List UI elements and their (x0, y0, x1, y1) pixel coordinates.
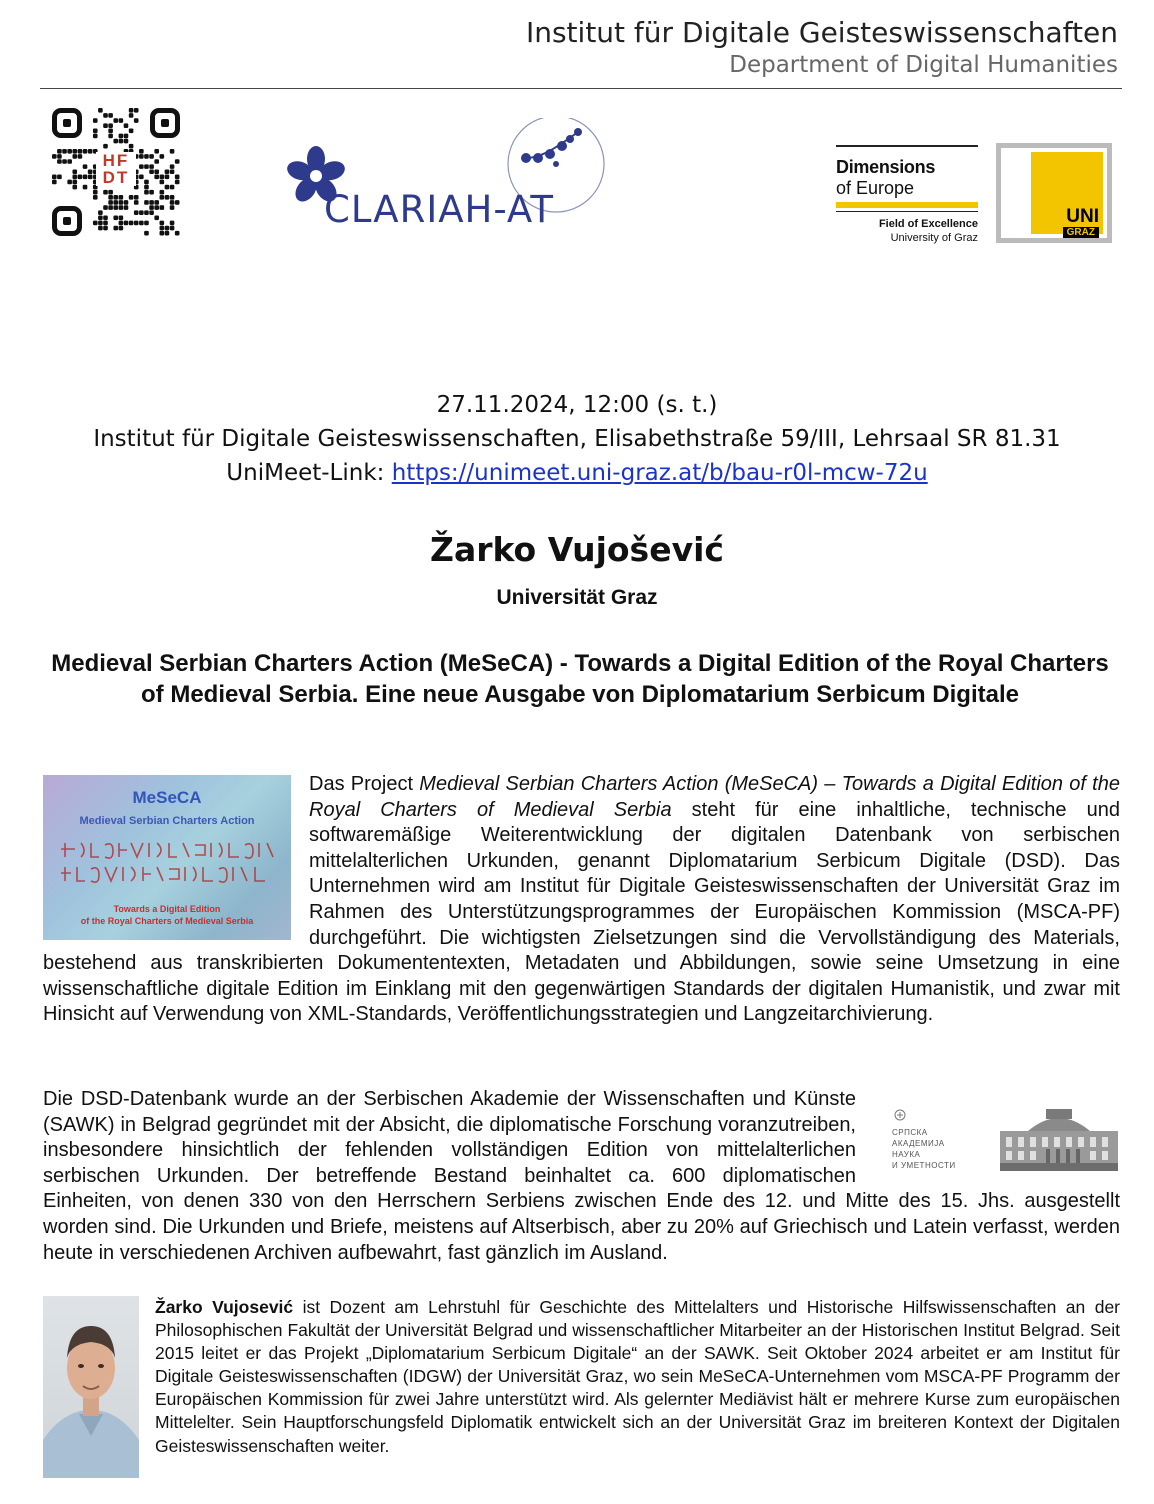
meet-label: UniMeet-Link: (226, 460, 392, 486)
qr-module (165, 195, 170, 200)
meseca-image-title: MeSeCA (132, 788, 202, 807)
qr-module (175, 180, 180, 185)
qr-module (78, 154, 83, 159)
doe-line4: University of Graz (890, 232, 978, 244)
qr-module (124, 139, 129, 144)
qr-module (139, 154, 144, 159)
qr-module (129, 128, 134, 133)
qr-module (113, 200, 118, 205)
qr-module (139, 164, 144, 169)
speaker-name: Žarko Vujošević (430, 530, 724, 569)
qr-module (67, 159, 72, 164)
qr-module (78, 149, 83, 154)
qr-module (124, 200, 129, 205)
qr-module (98, 221, 103, 226)
qr-module (170, 195, 175, 200)
qr-module (103, 221, 108, 226)
qr-module (52, 180, 57, 185)
qr-module (57, 154, 62, 159)
qr-module (160, 175, 165, 180)
qr-module (129, 221, 134, 226)
qr-module (139, 149, 144, 154)
doe-line3: Field of Excellence (878, 218, 978, 230)
qr-module (103, 144, 108, 149)
qr-module (175, 231, 180, 236)
qr-module (72, 185, 77, 190)
bio-text: ist Dozent am Lehrstuhl für Geschichte des Mittelalters und Historische Hilfswissenschaften an der Philosophischen Fakultät der Universität Belgrad und wissenschaftlicher Mitarbeiter an der Historischen Institut Belgrad. Seit 2015 leitet er das Projekt „Diplomatarium Serbicum Digitale“ an der SAWK. Seit Oktober 2024 arbeitet er am Institut für Digitale Geisteswissenschaften (IDGW) der Universität Graz, wo sein MeSeCA-Unternehmen vom MSCA-PF Programm der Europäischen Kommission für zwei Jahre unterstützt wird. Als gelernter Mediävist hält er mehrere Kurse zum europäischen Mittelelter. Sein Hauptforschungsfeld Diplomatik entwickelt sich an der Universität Graz im breiteren Kontext der Digitalen Geisteswissenschaften weiter. (155, 1297, 1121, 1456)
qr-module (144, 200, 149, 205)
qr-module (149, 169, 154, 174)
qr-module (134, 210, 139, 215)
uni-graz-uni-text: UNI (1066, 206, 1099, 227)
qr-module (160, 226, 165, 231)
qr-module (149, 210, 154, 215)
clariah-logo (286, 118, 616, 231)
qr-module (124, 123, 129, 128)
qr-code[interactable] (52, 108, 180, 236)
qr-module (83, 149, 88, 154)
qr-module (144, 190, 149, 195)
dimensions-of-europe-logo (836, 145, 981, 250)
qr-module (72, 154, 77, 159)
qr-module (108, 123, 113, 128)
qr-module (78, 175, 83, 180)
qr-module (170, 169, 175, 174)
qr-module (93, 134, 98, 139)
qr-module (67, 180, 72, 185)
qr-module (154, 159, 159, 164)
qr-module (119, 118, 124, 123)
qr-module (139, 210, 144, 215)
qr-module (62, 159, 67, 164)
qr-module (144, 180, 149, 185)
qr-module (134, 195, 139, 200)
qr-module (57, 149, 62, 154)
qr-module (108, 190, 113, 195)
qr-module (103, 226, 108, 231)
bio-name: Žarko Vujosević (155, 1297, 294, 1317)
qr-module (93, 195, 98, 200)
qr-module (83, 175, 88, 180)
doe-yellow-bar (836, 202, 978, 208)
qr-module (175, 159, 180, 164)
qr-module (160, 205, 165, 210)
qr-module (165, 231, 170, 236)
qr-module (93, 221, 98, 226)
qr-module (57, 175, 62, 180)
meseca-image-subtitle: Medieval Serbian Charters Action (79, 815, 255, 827)
qr-finder-icon (52, 108, 82, 138)
qr-module (113, 195, 118, 200)
qr-module (124, 134, 129, 139)
qr-module (170, 226, 175, 231)
qr-center-label: HF DT (96, 152, 136, 186)
qr-module (119, 195, 124, 200)
qr-module (93, 190, 98, 195)
qr-module (57, 159, 62, 164)
speaker-bio (43, 1296, 1120, 1478)
qr-module (119, 200, 124, 205)
qr-module (149, 164, 154, 169)
uni-graz-graz-text: GRAZ (1063, 227, 1099, 238)
qr-module (144, 154, 149, 159)
qr-module (139, 175, 144, 180)
uni-graz-logo (996, 143, 1112, 243)
qr-module (103, 216, 108, 221)
qr-module (175, 175, 180, 180)
qr-module (129, 113, 134, 118)
qr-module (139, 221, 144, 226)
header-divider (40, 88, 1122, 89)
qr-module (170, 221, 175, 226)
sanu-label: СРПСКА АКАДЕМИЈА НАУКА И УМЕТНОСТИ (892, 1128, 956, 1170)
qr-module (144, 185, 149, 190)
speaker-affiliation: Universität Graz (496, 586, 658, 609)
qr-module (149, 205, 154, 210)
header-title-en: Department of Digital Humanities (729, 52, 1118, 78)
doe-line1: Dimensions (836, 157, 936, 177)
qr-module (154, 149, 159, 154)
qr-module (52, 154, 57, 159)
doe-top-rule (836, 145, 978, 147)
paragraph-project-lead: Das Project (309, 773, 420, 795)
qr-module (98, 108, 103, 113)
qr-module (103, 113, 108, 118)
speaker-photo (43, 1296, 139, 1478)
qr-module (72, 149, 77, 154)
qr-module (52, 175, 57, 180)
qr-module (119, 205, 124, 210)
sanu-image (870, 1101, 1120, 1181)
qr-module (72, 180, 77, 185)
qr-module (170, 185, 175, 190)
qr-module (119, 139, 124, 144)
qr-module (160, 195, 165, 200)
qr-module (144, 210, 149, 215)
qr-module (154, 169, 159, 174)
qr-module (165, 185, 170, 190)
paragraph-project (43, 772, 1120, 1028)
qr-module (134, 200, 139, 205)
qr-module (67, 149, 72, 154)
qr-module (113, 139, 118, 144)
doe-mid-rule (836, 211, 978, 212)
qr-module (160, 221, 165, 226)
qr-module (119, 221, 124, 226)
qr-module (119, 134, 124, 139)
qr-module (108, 134, 113, 139)
qr-module (98, 210, 103, 215)
qr-module (119, 226, 124, 231)
qr-module (160, 231, 165, 236)
qr-module (88, 149, 93, 154)
header-title-de: Institut für Digitale Geisteswissenschaften (525, 16, 1118, 49)
qr-module (165, 175, 170, 180)
qr-module (149, 190, 154, 195)
qr-module (98, 216, 103, 221)
qr-module (98, 226, 103, 231)
qr-module (103, 205, 108, 210)
qr-module (170, 205, 175, 210)
qr-module (113, 216, 118, 221)
qr-module (62, 149, 67, 154)
qr-finder-icon (150, 108, 180, 138)
qr-module (134, 118, 139, 123)
qr-module (144, 231, 149, 236)
paragraph-database (43, 1087, 1120, 1266)
qr-module (134, 221, 139, 226)
qr-module (124, 221, 129, 226)
doe-line2: of Europe (836, 178, 915, 198)
meseca-image (43, 775, 291, 940)
qr-module (129, 108, 134, 113)
qr-module (165, 226, 170, 231)
clariah-wordmark: CLARIAH-AT (324, 188, 554, 231)
qr-module (129, 195, 134, 200)
qr-module (154, 216, 159, 221)
qr-module (175, 200, 180, 205)
qr-module (88, 175, 93, 180)
qr-module (144, 164, 149, 169)
meseca-image-caption: Towards a Digital Edition of the Royal Charters of Medieval Serbia (80, 904, 254, 926)
qr-module (83, 164, 88, 169)
qr-module (113, 118, 118, 123)
qr-module (83, 185, 88, 190)
qr-module (144, 221, 149, 226)
qr-module (160, 154, 165, 159)
manuscript-script-icon (57, 839, 277, 891)
qr-finder-icon (52, 206, 82, 236)
paragraph-project-body: steht für eine inhaltliche, technische und softwaremäßige Weiterentwicklung der digitalen Datenbank von serbischen mittelalterlichen Urkunden, genannt Diplomatarium Serbicum Digitale (DSD). Das Unternehmen wird am Institut für Digitale Geisteswissenschaften der Universität Graz im Rahmen des Unterstützungsprogrammes der Europäischen Kommission (MSCA-PF) durchgeführt. Die wichtigsten Zielsetzungen sind die Vervollständigung des Materials, bestehend aus transkribierten Dokumententexten, Metadaten und Abbildungen, sowie seine Umsetzung in eine wissenschaftliche digitale Edition im Einklang mit den gegenwärtigen Standards der digitalen Humanistik, und zwar mit Hinsicht auf Verwendung von XML-Standards, Veröffentlichungsstrategien und Langzeitarchivierung. (43, 798, 1120, 1026)
qr-module (103, 123, 108, 128)
qr-module (113, 205, 118, 210)
qr-module (149, 200, 154, 205)
meet-link[interactable]: https://unimeet.uni-graz.at/b/bau-r0l-mcw-72u (391, 460, 928, 486)
qr-module (154, 205, 159, 210)
event-date: 27.11.2024, 12:00 (s. t.) (436, 392, 718, 418)
qr-module (88, 169, 93, 174)
qr-module (134, 108, 139, 113)
qr-module (93, 118, 98, 123)
qr-module (165, 169, 170, 174)
qr-module (103, 190, 108, 195)
qr-module (160, 190, 165, 195)
qr-module (72, 169, 77, 174)
talk-title: Medieval Serbian Charters Action (MeSeCA) - Towards a Digital Edition of the Royal Charters of Medieval Serbia. Eine neue Ausgabe von Diplomatarium Serbicum Digitale (51, 650, 1109, 708)
event-venue: Institut für Digitale Geisteswissenschaften, Elisabethstraße 59/III, Lehrsaal SR 81.31 (93, 426, 1061, 452)
qr-module (129, 144, 134, 149)
qr-module (170, 200, 175, 205)
qr-module (124, 205, 129, 210)
qr-module (160, 180, 165, 185)
paragraph-database-text: Die DSD-Datenbank wurde an der Serbischen Akademie der Wissenschaften und Künste (SAWK) in Belgrad gegründet mit der Absicht, die diplomatische Forschung voranzutreiben, insbesondere hinsichtlich der fehlenden vollständigen Edition von mittelalterlichen serbischen Urkunden. Der betreffende Bestand beinhaltet ca. 600 diplomatischen Einheiten, von denen 330 von den Herrschern Serbiens zwischen Ende des 12. und Mitte des 15. Jhs. ausgestellt worden sind. Die Urkunden und Briefe, meistens auf Altserbisch, aber zu 20% auf Griechisch und Latein verfasst, werden heute in verschiedenen Archiven aufbewahrt, fast gänzlich im Ausland. (43, 1088, 1120, 1264)
qr-module (108, 205, 113, 210)
qr-module (170, 164, 175, 169)
qr-module (149, 154, 154, 159)
qr-module (108, 128, 113, 133)
qr-module (170, 149, 175, 154)
person-portrait-icon (43, 1296, 139, 1478)
event-meet-line (0, 460, 1154, 486)
qr-module (108, 113, 113, 118)
qr-module (113, 226, 118, 231)
qr-module (72, 175, 77, 180)
qr-module (154, 200, 159, 205)
qr-module (119, 216, 124, 221)
qr-module (108, 200, 113, 205)
qr-module (154, 175, 159, 180)
qr-module (108, 195, 113, 200)
paragraph-project-title: Medieval Serbian Charters Action (MeSeCA) – Towards a Digital Edition of the Royal Charters of Medieval Serbia (309, 773, 1120, 821)
qr-module (93, 128, 98, 133)
